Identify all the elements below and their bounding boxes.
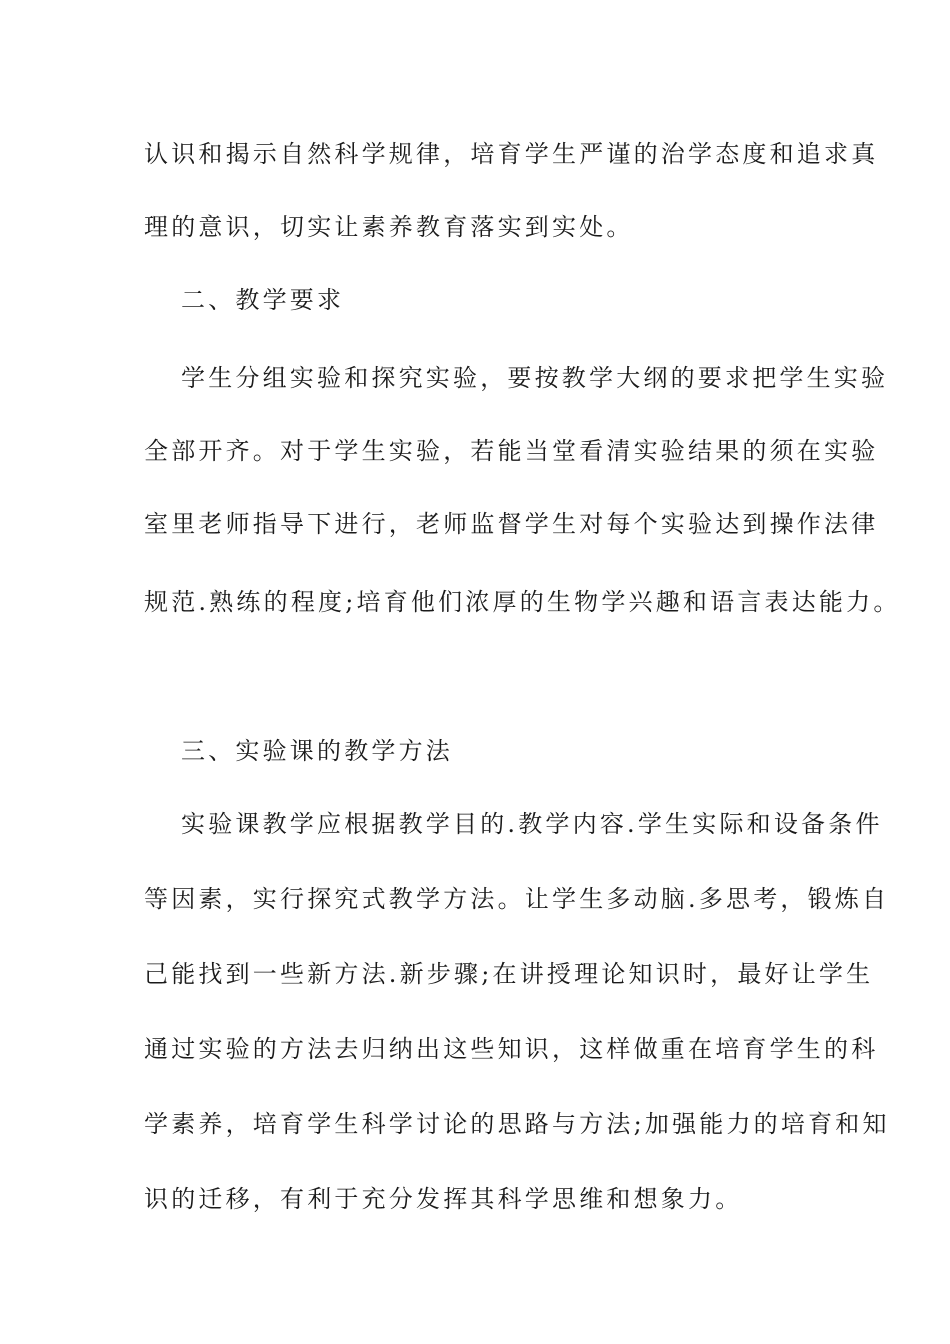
paragraph-line: 学生分组实验和探究实验，要按教学大纲的要求把学生实验: [181, 364, 889, 392]
section-heading-3: 三、实验课的教学方法: [181, 737, 453, 765]
paragraph-line: 规范.熟练的程度;培育他们浓厚的生物学兴趣和语言表达能力。: [144, 588, 901, 616]
section-heading-2: 二、教学要求: [181, 286, 345, 314]
paragraph-line: 识的迁移，有利于充分发挥其科学思维和想象力。: [144, 1185, 743, 1213]
paragraph-line: 认识和揭示自然科学规律，培育学生严谨的治学态度和追求真: [144, 140, 879, 168]
paragraph-line: 学素养，培育学生科学讨论的思路与方法;加强能力的培育和知: [144, 1110, 890, 1138]
paragraph-line: 室里老师指导下进行，老师监督学生对每个实验达到操作法律: [144, 510, 879, 538]
paragraph-line: 己能找到一些新方法.新步骤;在讲授理论知识时，最好让学生: [144, 960, 874, 988]
paragraph-line: 通过实验的方法去归纳出这些知识，这样做重在培育学生的科: [144, 1035, 879, 1063]
paragraph-line: 理的意识，切实让素养教育落实到实处。: [144, 213, 634, 241]
paragraph-line: 实验课教学应根据教学目的.教学内容.学生实际和设备条件: [181, 810, 883, 838]
paragraph-line: 全部开齐。对于学生实验，若能当堂看清实验结果的须在实验: [144, 437, 879, 465]
paragraph-line: 等因素，实行探究式教学方法。让学生多动脑.多思考，锻炼自: [144, 885, 890, 913]
